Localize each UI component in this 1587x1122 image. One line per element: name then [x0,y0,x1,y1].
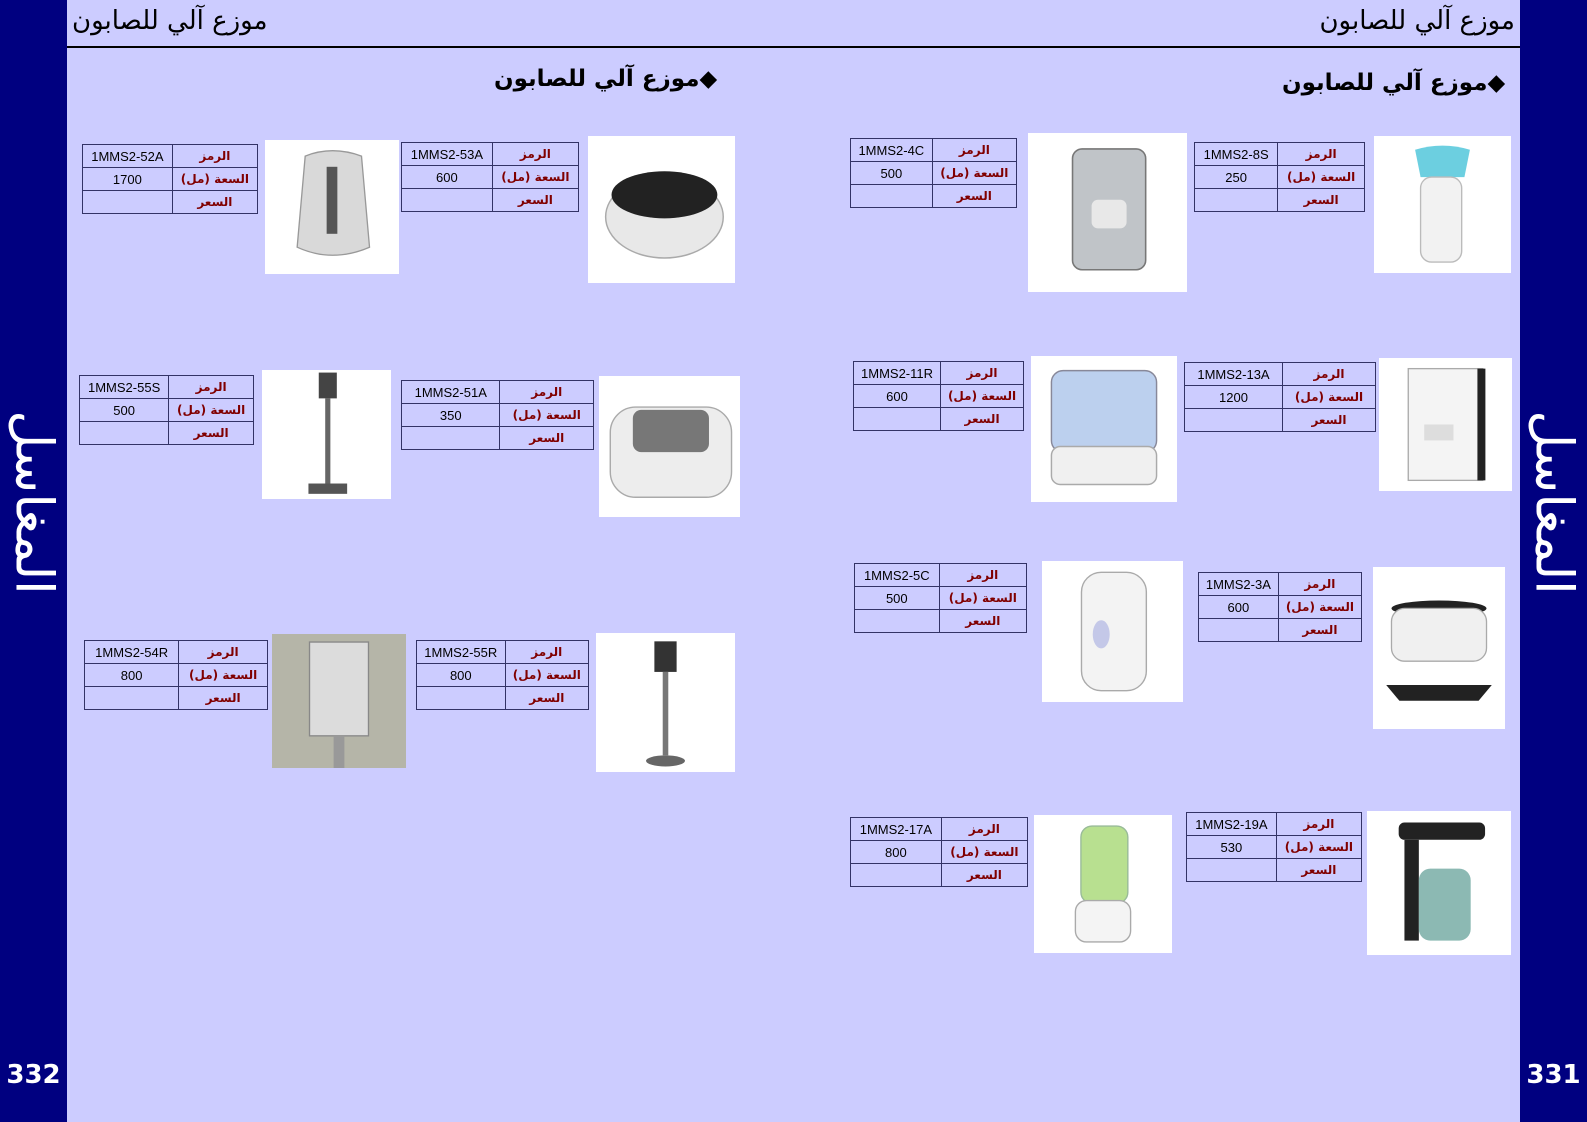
spec-table [1184,362,1376,432]
capacity-value: 800 [417,664,506,687]
spec-table [1186,812,1362,882]
price-value [85,687,179,710]
capacity-value: 800 [851,841,942,864]
left-section-title-text: موزع آلي للصابون [494,66,700,92]
product-photo [588,136,735,283]
diamond-bullet-icon: ◆ [699,66,718,92]
capacity-label: السعة (مل) [941,841,1027,864]
diamond-bullet-icon: ◆ [1487,70,1506,96]
capacity-label: السعة (مل) [505,664,588,687]
price-label: السعر [500,427,594,450]
price-value [851,185,933,208]
code-value: 1MMS2-52A [83,145,173,168]
capacity-value: 600 [1199,596,1279,619]
price-label: السعر [169,422,254,445]
code-value: 1MMS2-55R [417,641,506,664]
left-side-label-text: المغاسل [4,409,65,595]
product-photo [1379,358,1512,491]
capacity-value: 1700 [83,168,173,191]
spec-table [82,144,258,214]
right-side-label-text: المغاسل [1524,409,1585,595]
price-label: السعر [939,610,1026,633]
left-page-number: 332 [6,1060,61,1090]
price-label: السعر [941,864,1027,887]
code-label: الرمز [500,381,594,404]
price-label: السعر [941,408,1024,431]
capacity-label: السعة (مل) [500,404,594,427]
capacity-value: 600 [402,166,493,189]
price-value [1185,409,1283,432]
code-label: الرمز [1278,573,1361,596]
code-value: 1MMS2-11R [854,362,941,385]
product-photo [1031,356,1177,502]
price-label: السعر [172,191,257,214]
left-side-bar [0,0,67,1122]
capacity-label: السعة (مل) [492,166,578,189]
spec-table [401,142,579,212]
capacity-label: السعة (مل) [179,664,268,687]
capacity-label: السعة (مل) [1282,386,1375,409]
right-section-title-text: موزع آلي للصابون [1282,70,1488,96]
price-value [83,191,173,214]
left-side-label [0,402,67,602]
spec-table [401,380,594,450]
product-photo [265,140,399,274]
capacity-value: 500 [80,399,169,422]
capacity-label: السعة (مل) [941,385,1024,408]
code-value: 1MMS2-8S [1195,143,1278,166]
product-photo [272,634,406,768]
code-value: 1MMS2-19A [1187,813,1277,836]
code-value: 1MMS2-17A [851,818,942,841]
right-side-bar [1520,0,1587,1122]
capacity-label: السعة (مل) [939,587,1026,610]
product-photo [1367,811,1511,955]
spec-table [1198,572,1362,642]
product-photo [1042,561,1183,702]
code-value: 1MMS2-51A [402,381,500,404]
capacity-label: السعة (مل) [1276,836,1361,859]
code-label: الرمز [505,641,588,664]
code-label: الرمز [1282,363,1375,386]
spec-table [850,817,1028,887]
capacity-label: السعة (مل) [1278,166,1365,189]
price-value [402,189,493,212]
right-header-title: موزع آلي للصابون [1319,6,1515,36]
price-value [402,427,500,450]
product-photo [596,633,735,772]
capacity-label: السعة (مل) [172,168,257,191]
price-value [854,408,941,431]
price-label: السعر [505,687,588,710]
code-value: 1MMS2-3A [1199,573,1279,596]
right-page-number: 331 [1526,1060,1581,1090]
spec-table [84,640,268,710]
price-label: السعر [179,687,268,710]
price-value [1195,189,1278,212]
capacity-value: 350 [402,404,500,427]
spec-table [79,375,254,445]
header-divider [67,46,1520,48]
code-value: 1MMS2-5C [855,564,940,587]
price-label: السعر [932,185,1016,208]
right-section-title [1282,70,1505,96]
capacity-label: السعة (مل) [932,162,1016,185]
price-value [851,864,942,887]
code-label: الرمز [941,818,1027,841]
price-value [855,610,940,633]
spec-table [416,640,589,710]
product-photo [262,370,391,499]
product-photo [599,376,740,517]
capacity-value: 600 [854,385,941,408]
left-section-title [494,66,717,92]
price-label: السعر [1278,189,1365,212]
code-label: الرمز [179,641,268,664]
capacity-value: 800 [85,664,179,687]
price-value [1187,859,1277,882]
spec-table [854,563,1027,633]
code-value: 1MMS2-53A [402,143,493,166]
spec-table [1194,142,1365,212]
left-header-title: موزع آلي للصابون [72,6,268,36]
code-value: 1MMS2-54R [85,641,179,664]
code-label: الرمز [169,376,254,399]
spec-table [853,361,1024,431]
code-label: الرمز [932,139,1016,162]
price-value [80,422,169,445]
capacity-value: 250 [1195,166,1278,189]
capacity-label: السعة (مل) [1278,596,1361,619]
code-label: الرمز [1276,813,1361,836]
product-photo [1028,133,1187,292]
capacity-value: 500 [851,162,933,185]
price-label: السعر [1282,409,1375,432]
capacity-value: 1200 [1185,386,1283,409]
code-label: الرمز [1278,143,1365,166]
code-label: الرمز [172,145,257,168]
price-label: السعر [492,189,578,212]
capacity-label: السعة (مل) [169,399,254,422]
code-value: 1MMS2-4C [851,139,933,162]
price-value [417,687,506,710]
spec-table [850,138,1017,208]
price-value [1199,619,1279,642]
code-value: 1MMS2-55S [80,376,169,399]
price-label: السعر [1276,859,1361,882]
capacity-value: 500 [855,587,940,610]
right-side-label [1520,402,1587,602]
code-label: الرمز [939,564,1026,587]
product-photo [1373,567,1505,729]
product-photo [1034,815,1172,953]
code-value: 1MMS2-13A [1185,363,1283,386]
code-label: الرمز [941,362,1024,385]
code-label: الرمز [492,143,578,166]
capacity-value: 530 [1187,836,1277,859]
price-label: السعر [1278,619,1361,642]
product-photo [1374,136,1511,273]
